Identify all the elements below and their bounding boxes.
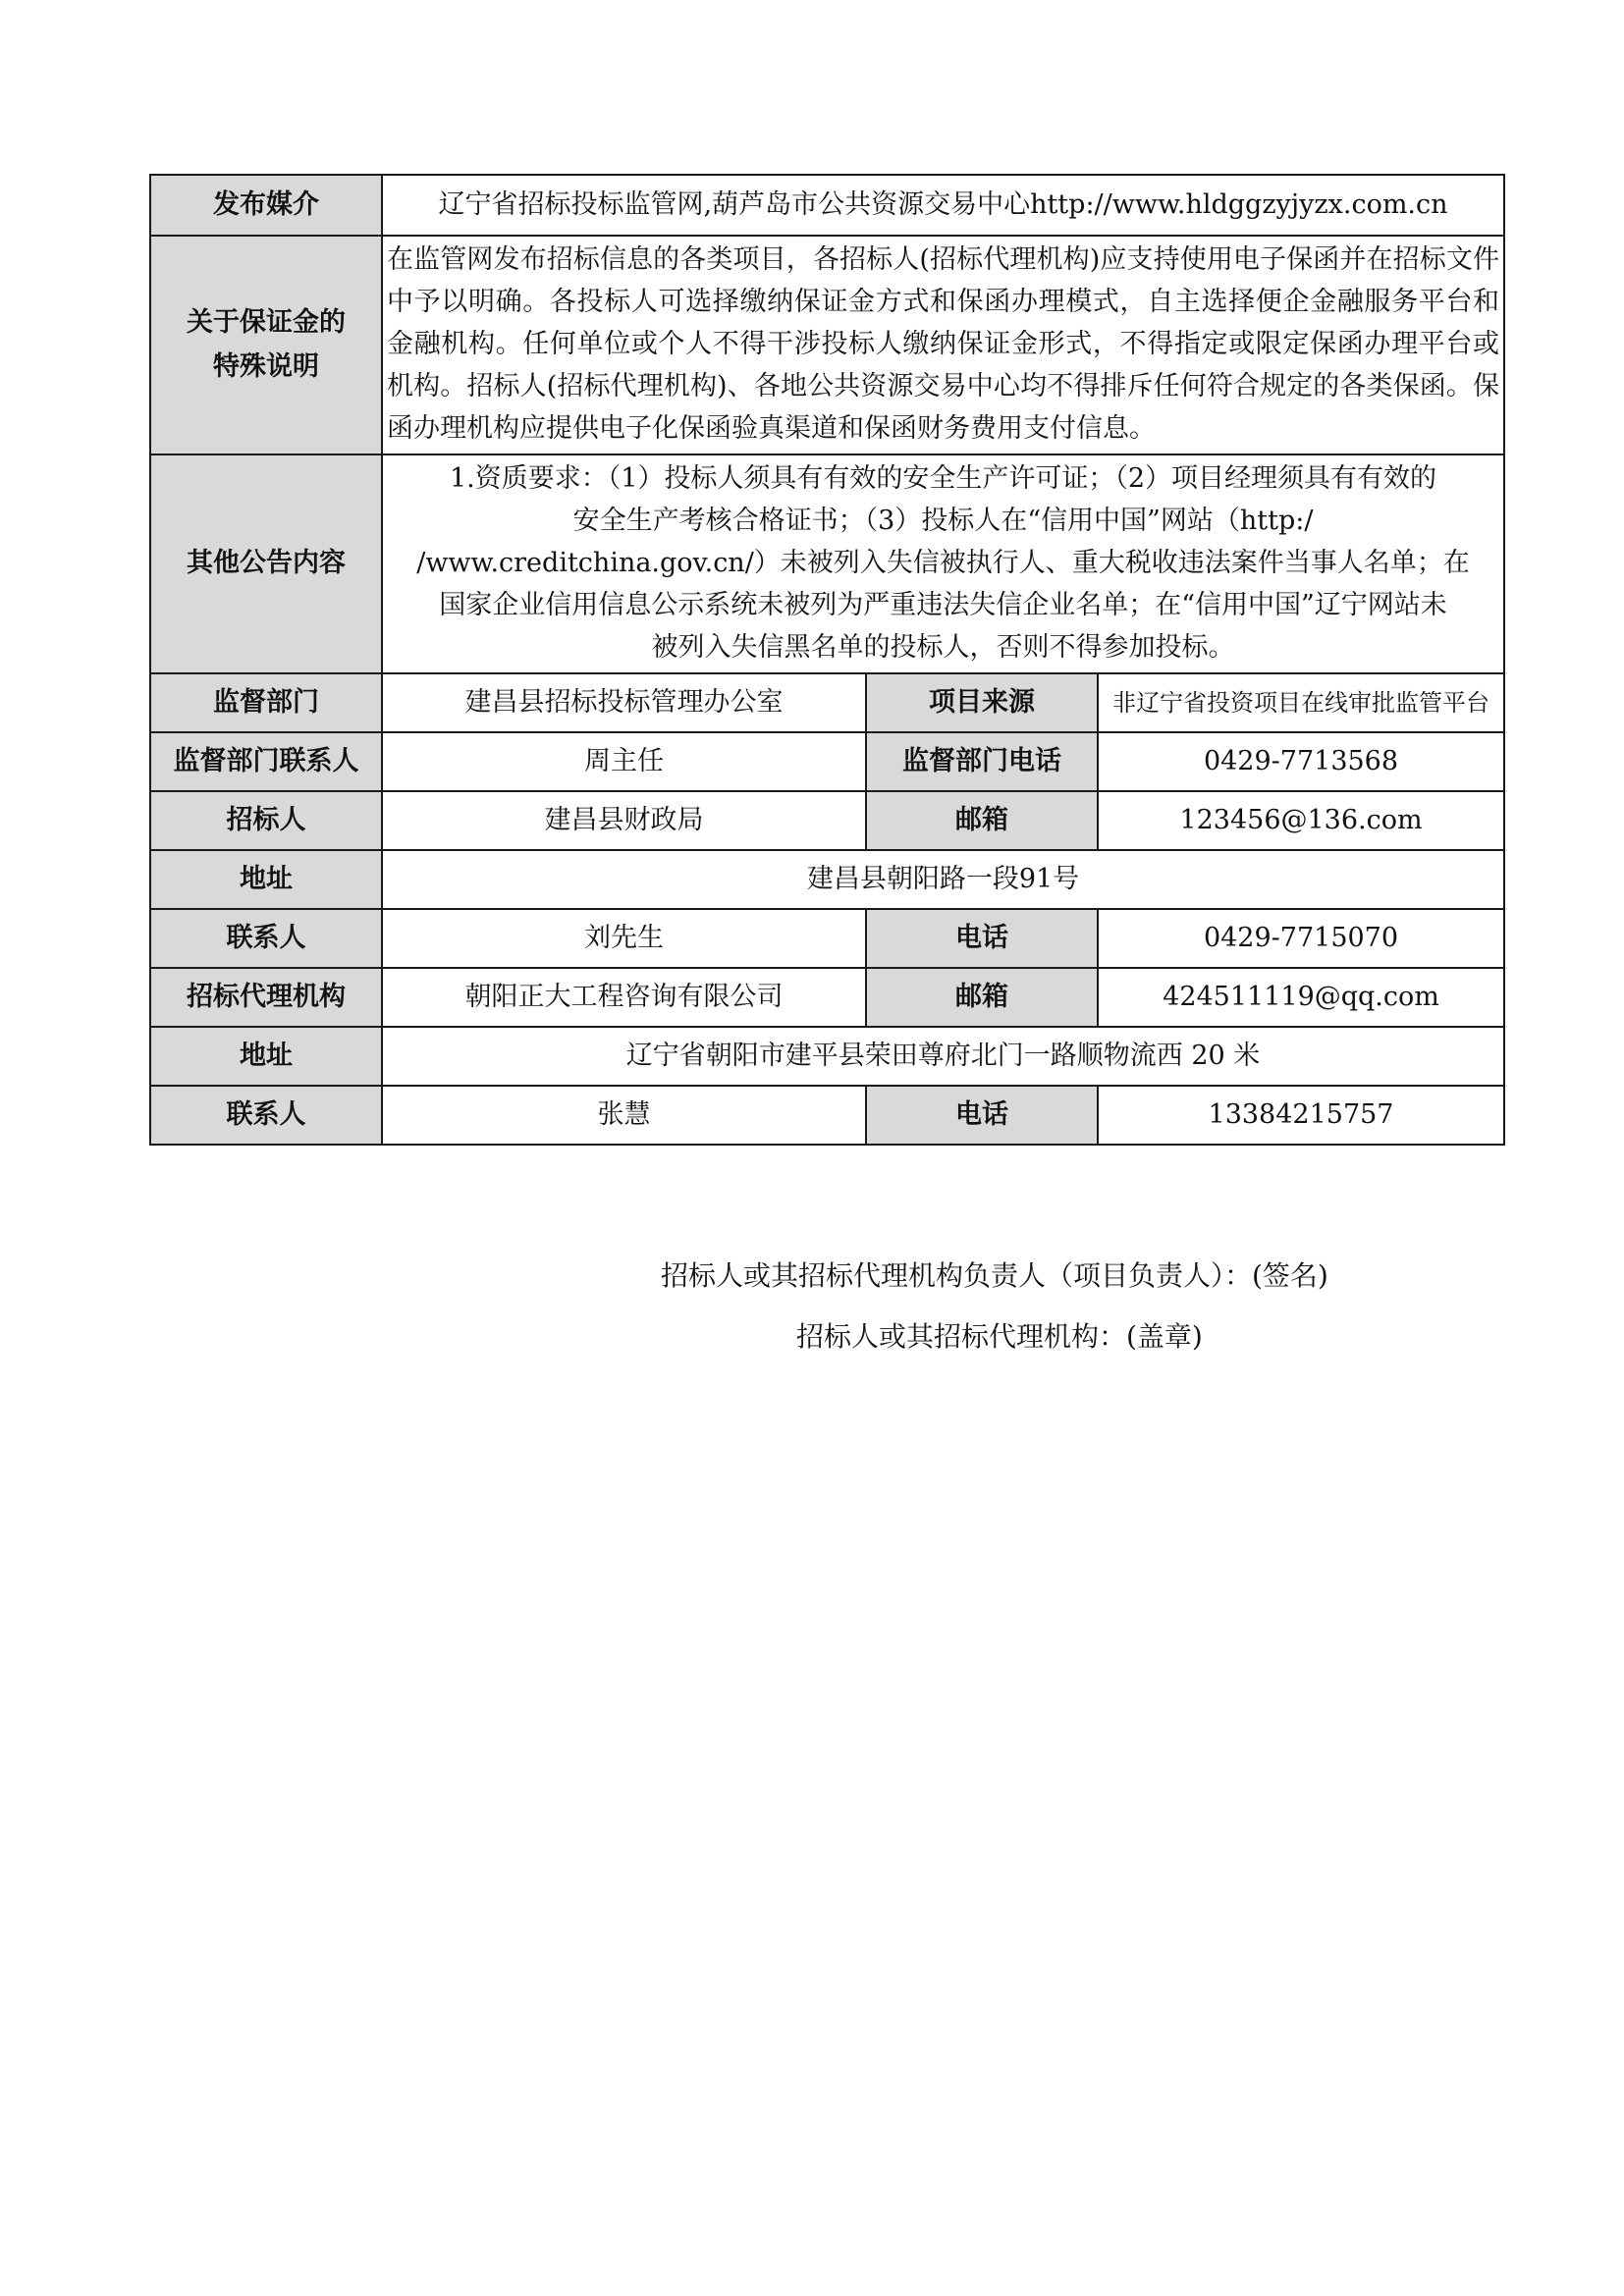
tenderer-phone-label: 电话 — [866, 909, 1098, 968]
row-tenderer-address — [150, 850, 1504, 909]
agency-phone-value: 13384215757 — [1098, 1086, 1504, 1145]
agency-contact-label: 联系人 — [150, 1086, 382, 1145]
tenderer-phone-value: 0429-7715070 — [1098, 909, 1504, 968]
tenderer-email-value: 123456@136.com — [1098, 791, 1504, 850]
supervisor-phone-label: 监督部门电话 — [866, 732, 1098, 791]
row-tenderer — [150, 791, 1504, 850]
tenderer-email-label: 邮箱 — [866, 791, 1098, 850]
deposit-label-line2: 特殊说明 — [213, 350, 319, 382]
supervisor-contact-label: 监督部门联系人 — [150, 732, 382, 791]
tenderer-label: 招标人 — [150, 791, 382, 850]
row-media — [150, 175, 1504, 236]
other-text — [382, 454, 1504, 673]
project-source-label: 项目来源 — [866, 673, 1098, 732]
tenderer-contact-value: 刘先生 — [382, 909, 866, 968]
agency-address-value: 辽宁省朝阳市建平县荣田尊府北门一路顺物流西 20 米 — [382, 1027, 1504, 1086]
deposit-text: 在监管网发布招标信息的各类项目，各招标人(招标代理机构)应支持使用电子保函并在招标文件中予以明确。各投标人可选择缴纳保证金方式和保函办理模式，自主选择便企金融服务平台和金融机构。任何单位或个人不得干涉投标人缴纳保证金形式，不得指定或限定保函办理平台或机构。招标人(招标代理机构)、各地公共资源交易中心均不得排斥任何符合规定的各类保函。保函办理机构应提供电子化保函验真渠道和保函财务费用支付信息。 — [382, 236, 1504, 454]
row-tenderer-contact — [150, 909, 1504, 968]
agency-label: 招标代理机构 — [150, 968, 382, 1027]
supervisor-phone-value: 0429-7713568 — [1098, 732, 1504, 791]
row-supervisor — [150, 673, 1504, 732]
other-line-2: 安全生产考核合格证书；（3）投标人在“信用中国”网站（http:/ — [572, 506, 1314, 536]
media-value: 辽宁省招标投标监管网,葫芦岛市公共资源交易中心http://www.hldggzyjyzx.com.cn — [382, 175, 1504, 236]
tenderer-contact-label: 联系人 — [150, 909, 382, 968]
agency-value: 朝阳正大工程咨询有限公司 — [382, 968, 866, 1027]
other-label: 其他公告内容 — [150, 454, 382, 673]
tenderer-value: 建昌县财政局 — [382, 791, 866, 850]
notice-table — [149, 174, 1505, 1146]
agency-contact-value: 张慧 — [382, 1086, 866, 1145]
row-agency-address — [150, 1027, 1504, 1086]
project-source-value: 非辽宁省投资项目在线审批监管平台 — [1098, 673, 1504, 732]
agency-email-label: 邮箱 — [866, 968, 1098, 1027]
other-line-3: /www.creditchina.gov.cn/）未被列入失信被执行人、重大税收违法案件当事人名单；在 — [416, 548, 1470, 578]
signature-responsible-person: 招标人或其招标代理机构负责人（项目负责人）：(签名) — [661, 1259, 1328, 1292]
supervisor-label: 监督部门 — [150, 673, 382, 732]
other-line-1: 1.资质要求：（1）投标人须具有有效的安全生产许可证；（2）项目经理须具有有效的 — [449, 463, 1437, 494]
deposit-label — [150, 236, 382, 454]
other-line-4: 国家企业信用信息公示系统未被列为严重违法失信企业名单；在“信用中国”辽宁网站未 — [439, 590, 1447, 620]
tenderer-address-label: 地址 — [150, 850, 382, 909]
row-agency — [150, 968, 1504, 1027]
agency-phone-label: 电话 — [866, 1086, 1098, 1145]
agency-email-value: 424511119@qq.com — [1098, 968, 1504, 1027]
row-supervisor-contact — [150, 732, 1504, 791]
agency-address-label: 地址 — [150, 1027, 382, 1086]
signature-seal: 招标人或其招标代理机构：(盖章) — [796, 1320, 1203, 1353]
other-line-5: 被列入失信黑名单的投标人，否则不得参加投标。 — [651, 632, 1235, 663]
deposit-label-line1: 关于保证金的 — [187, 306, 346, 338]
tenderer-address-value: 建昌县朝阳路一段91号 — [382, 850, 1504, 909]
row-deposit — [150, 236, 1504, 454]
row-other — [150, 454, 1504, 673]
media-label: 发布媒介 — [150, 175, 382, 236]
supervisor-contact-value: 周主任 — [382, 732, 866, 791]
supervisor-value: 建昌县招标投标管理办公室 — [382, 673, 866, 732]
row-agency-contact — [150, 1086, 1504, 1145]
